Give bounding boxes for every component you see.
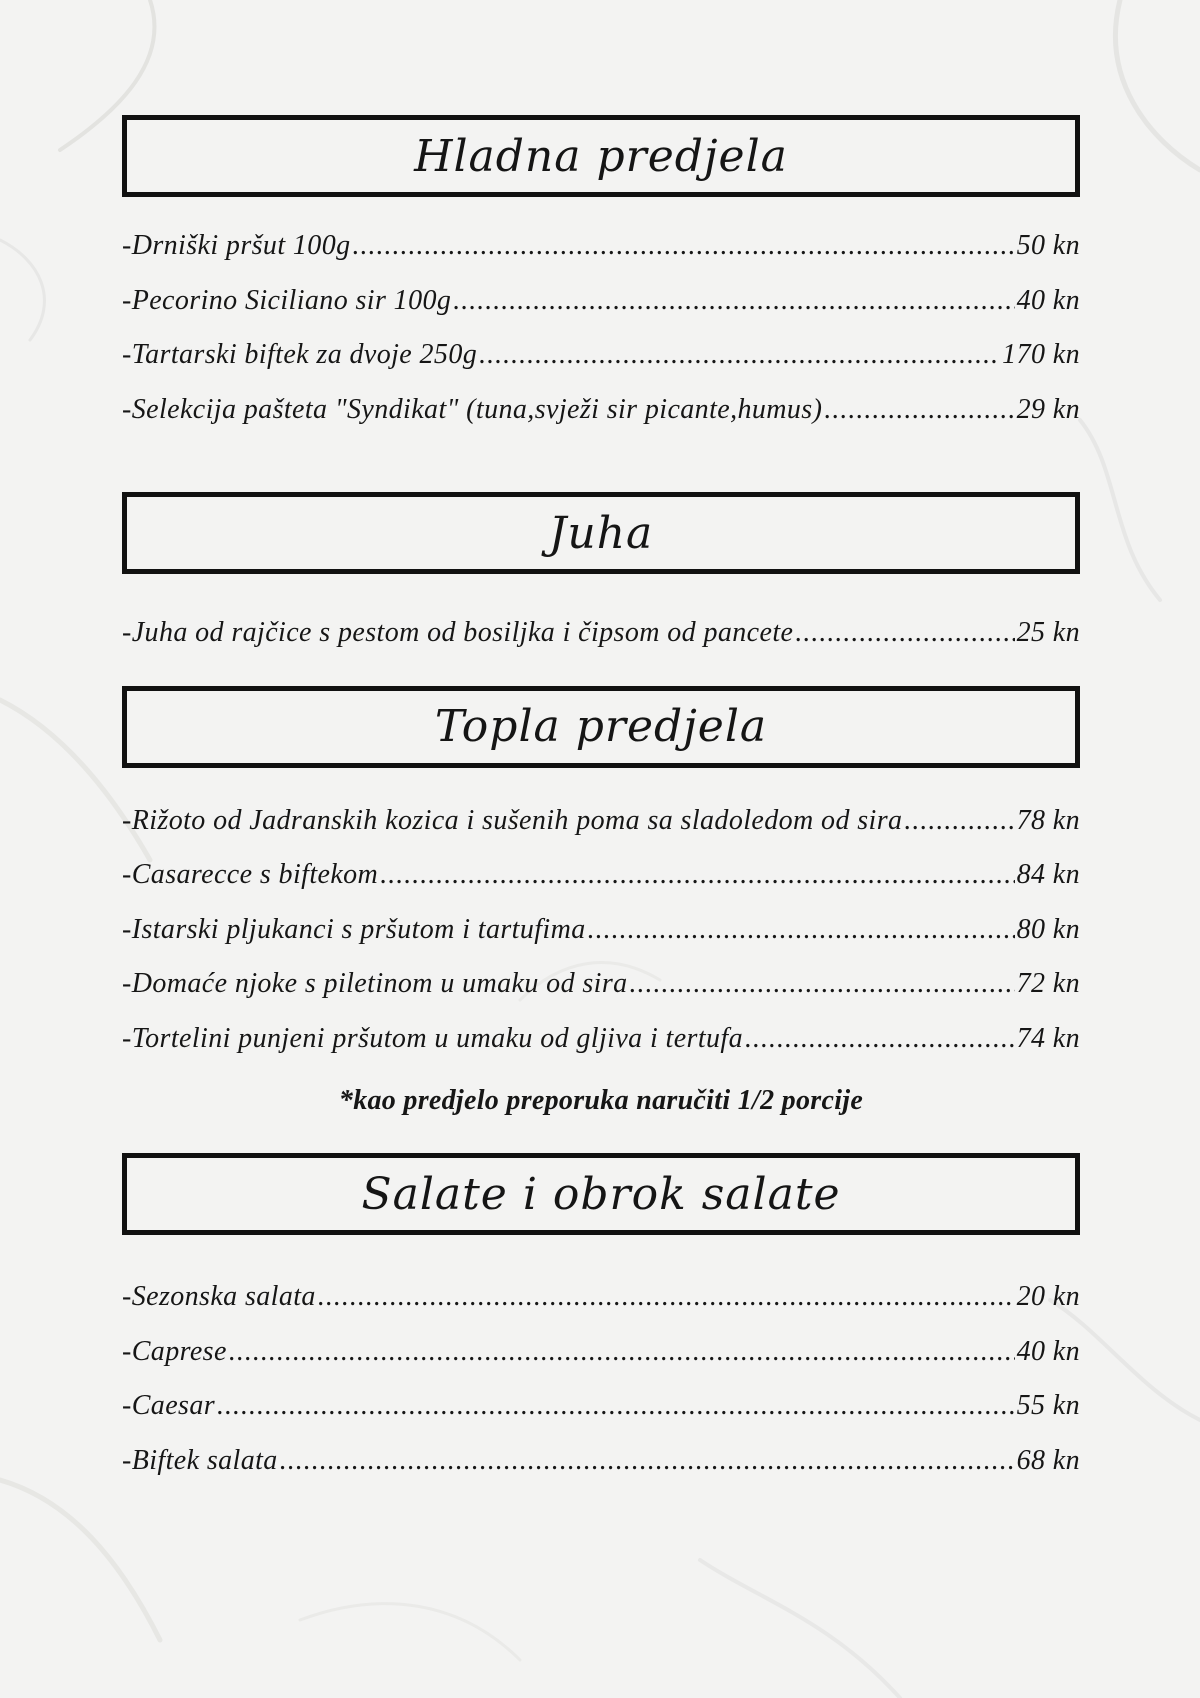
dot-leader — [380, 859, 1014, 891]
section-topla-predjela — [122, 686, 1080, 1118]
item-price: 74 kn — [1016, 1022, 1080, 1054]
menu-item — [122, 339, 1080, 394]
item-name: -Pecorino Siciliano sir 100g — [122, 284, 452, 316]
item-name: -Biftek salata — [122, 1444, 278, 1476]
section-heading-box — [122, 115, 1080, 197]
item-price: 40 kn — [1016, 284, 1080, 316]
item-name: -Caesar — [122, 1390, 216, 1421]
item-name: -Casarecce s biftekom — [122, 859, 379, 890]
item-name: -Caprese — [122, 1335, 227, 1367]
menu-item — [122, 968, 1080, 1023]
section-title: Juha — [548, 507, 654, 559]
item-price: 72 kn — [1016, 968, 1080, 999]
menu-item — [122, 805, 1080, 860]
dot-leader — [630, 968, 1015, 1000]
item-price: 40 kn — [1016, 1335, 1080, 1367]
dot-leader — [280, 1445, 1015, 1477]
dot-leader — [745, 1023, 1015, 1055]
item-price: 80 kn — [1016, 913, 1080, 945]
item-name: -Sezonska salata — [122, 1281, 316, 1312]
item-price: 50 kn — [1016, 230, 1080, 261]
section-title: Hladna predjela — [414, 130, 788, 182]
menu-item — [122, 1281, 1080, 1336]
dot-leader — [453, 285, 1014, 317]
item-price: 170 kn — [1002, 339, 1080, 370]
item-price: 29 kn — [1016, 393, 1080, 425]
section-heading-box — [122, 492, 1080, 574]
dot-leader — [904, 805, 1014, 837]
menu-item — [122, 1390, 1080, 1445]
dot-leader — [795, 617, 1014, 649]
section-heading-box — [122, 686, 1080, 768]
dot-leader — [824, 394, 1014, 426]
menu-item — [122, 617, 1080, 672]
item-name: -Selekcija pašteta "Syndikat" (tuna,svježi sir picante,humus) — [122, 393, 823, 425]
item-price: 20 kn — [1016, 1281, 1080, 1312]
item-price: 78 kn — [1016, 804, 1080, 836]
menu-item — [122, 1445, 1080, 1500]
section-title: Topla predjela — [434, 701, 768, 752]
item-price: 84 kn — [1016, 859, 1080, 890]
dot-leader — [217, 1390, 1015, 1422]
portion-note: *kao predjelo preporuka naručiti 1/2 porcije — [338, 1085, 864, 1116]
section-hladna-predjela — [122, 115, 1080, 448]
dot-leader — [588, 914, 1015, 946]
menu-item-list — [122, 230, 1080, 448]
item-name: -Domaće njoke s piletinom u umaku od sira — [122, 968, 628, 999]
menu-item — [122, 914, 1080, 969]
menu-item-list — [122, 617, 1080, 672]
item-price: 68 kn — [1016, 1444, 1080, 1476]
menu-item-list — [122, 1281, 1080, 1499]
menu-item — [122, 1336, 1080, 1391]
dot-leader — [229, 1336, 1015, 1368]
menu-item-list — [122, 805, 1080, 1078]
section-title: Salate i obrok salate — [361, 1168, 841, 1220]
menu-item — [122, 285, 1080, 340]
section-juha — [122, 492, 1080, 672]
menu-item — [122, 1023, 1080, 1078]
menu-item — [122, 394, 1080, 449]
item-name: -Istarski pljukanci s pršutom i tartufima — [122, 913, 586, 945]
dot-leader — [353, 230, 1015, 262]
item-price: 25 kn — [1016, 617, 1080, 648]
section-heading-box — [122, 1153, 1080, 1235]
item-name: -Tortelini punjeni pršutom u umaku od gljiva i tertufa — [122, 1022, 744, 1054]
menu-item — [122, 859, 1080, 914]
item-name: -Drniški pršut 100g — [122, 230, 351, 261]
section-salate — [122, 1153, 1080, 1499]
dot-leader — [318, 1281, 1015, 1313]
dot-leader — [479, 339, 1000, 371]
item-name: -Tartarski biftek za dvoje 250g — [122, 339, 478, 370]
item-name: -Rižoto od Jadranskih kozica i sušenih poma sa sladoledom od sira — [122, 804, 903, 836]
item-name: -Juha od rajčice s pestom od bosiljka i čipsom od pancete — [122, 617, 794, 648]
menu-page — [122, 115, 1080, 1499]
item-price: 55 kn — [1016, 1390, 1080, 1421]
menu-item — [122, 230, 1080, 285]
